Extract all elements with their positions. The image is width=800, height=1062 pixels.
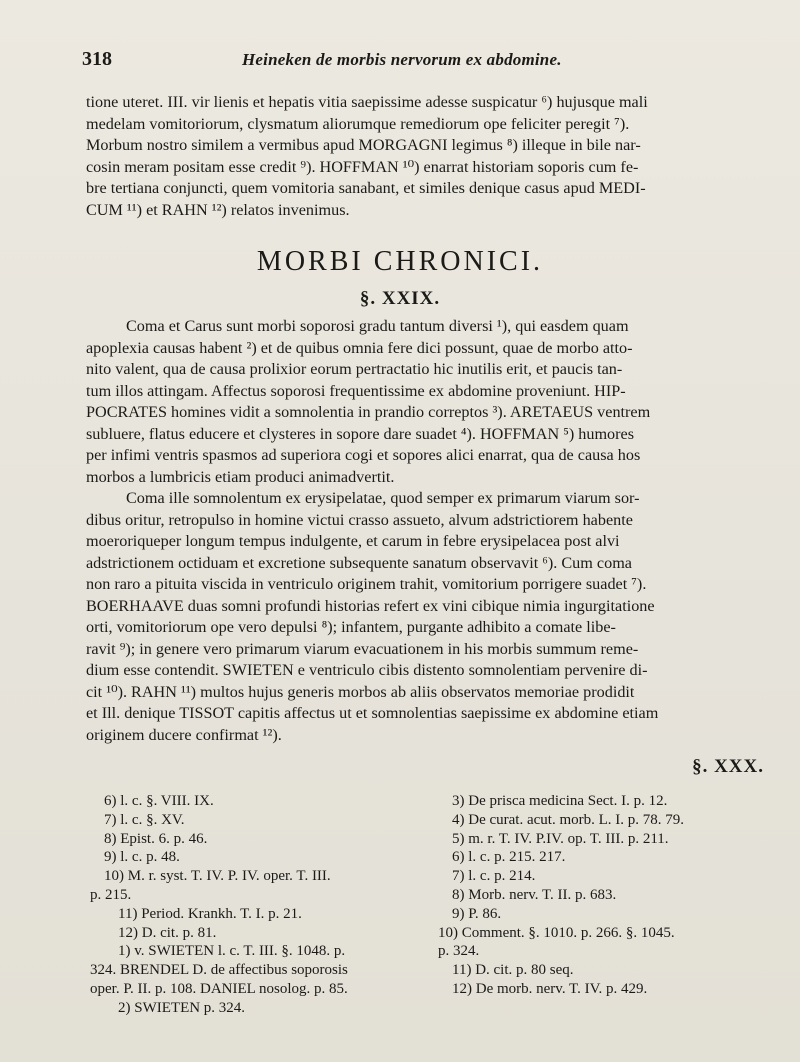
text-line: POCRATES homines vidit a somnolentia in prandio correptos ³). ARETAEUS ventrem <box>86 403 651 421</box>
section-number-30: §. XXX. <box>692 756 764 777</box>
footnote: 10) M. r. syst. T. IV. P. IV. oper. T. III. <box>104 868 331 885</box>
footnote: 11) D. cit. p. 80 seq. <box>452 962 574 979</box>
text-line: apoplexia causas habent ²) et de quibus omnia fere dici possunt, quae de morbo atto- <box>86 338 633 357</box>
footnote: 11) Period. Krankh. T. I. p. 21. <box>118 905 302 922</box>
footnotes-right <box>438 792 768 999</box>
footnote: 9) l. c. p. 48. <box>104 849 180 866</box>
paragraph-2 <box>86 488 754 746</box>
footnote-continuation: 324. BRENDEL D. de affectibus soporosis <box>90 962 348 979</box>
text-line: Coma ille somnolentum ex erysipelatae, quod semper ex primarum viarum sor- <box>126 489 640 507</box>
text-line: moeroriqueper longum tempus indulgente, et carum in febre erysipelacea post alvi <box>86 532 620 550</box>
text-line: bre tertiana conjuncti, quem vomitoria sanabant, et similes denique casus apud MEDI- <box>86 179 646 197</box>
text-line: BOERHAAVE duas somni profundi historias refert ex vini cibique nimia ingurgitatione <box>86 596 655 615</box>
footnote: 3) De prisca medicina Sect. I. p. 12. <box>452 793 668 809</box>
text-line: et Ill. denique TISSOT capitis affectus ut et somnolentias saepissime ex abdomine etiam <box>86 704 659 722</box>
text-line: tione uteret. III. vir lienis et hepatis vitia saepissime adesse suspicatur ⁶) hujusque mali <box>86 93 648 111</box>
chapter-heading: MORBI CHRONICI. <box>256 246 544 277</box>
text-line: ravit ⁹); in genere vero primarum viarum evacuationem in his morbis summum reme- <box>86 639 639 658</box>
footnote: 10) Comment. §. 1010. p. 266. §. 1045. <box>438 924 675 941</box>
page-header <box>82 48 770 78</box>
footnote: 12) De morb. nerv. T. IV. p. 429. <box>452 980 648 997</box>
text-line: orti, vomitoriorum ope vero depulsi ⁸); infantem, purgante adhibito a comate libe- <box>86 618 616 636</box>
footnote: 7) l. c. §. XV. <box>104 811 185 828</box>
footnote-continuation: p. 215. <box>90 886 132 903</box>
footnote: 4) De curat. acut. morb. L. I. p. 78. 79. <box>452 811 685 828</box>
text-line: cit ¹⁰). RAHN ¹¹) multos hujus generis morbos ab aliis observatos memoriae prodidit <box>86 682 635 701</box>
text-line: morbos a lumbricis etiam produci animadvertit. <box>86 467 395 486</box>
footnote-continuation: oper. P. II. p. 108. DANIEL nosolog. p. 85. <box>90 980 348 997</box>
section-number-29: §. XXIX. <box>359 288 441 309</box>
text-line: dium esse contendit. SWIETEN e ventriculo cibis distento somnolentiam pervenire di- <box>86 661 648 679</box>
footnote: 8) Epist. 6. p. 46. <box>104 830 208 847</box>
footnote: 5) m. r. T. IV. P.IV. op. T. III. p. 211. <box>452 830 669 847</box>
intro-paragraph <box>86 92 754 221</box>
text-line: originem ducere confirmat ¹²). <box>86 725 282 744</box>
footnote: 7) l. c. p. 214. <box>452 868 536 885</box>
page-number: 318 <box>82 48 112 70</box>
text-line: CUM ¹¹) et RAHN ¹²) relatos invenimus. <box>86 200 350 219</box>
footnote: 2) SWIETEN p. 324. <box>118 999 246 1016</box>
paragraph-1 <box>86 316 754 488</box>
text-line: adstrictionem octiduam et excretione subsequente sanatum observavit ⁶). Cum coma <box>86 553 632 572</box>
text-line: Morbum nostro similem a vermibus apud MORGAGNI legimus ⁸) illeque in bile nar- <box>86 136 641 154</box>
text-line: dibus oritur, retropulso in homine victui crasso assueto, alvum adstrictiorem habente <box>86 510 633 529</box>
footnotes-left <box>90 792 424 1018</box>
text-line: subluere, flatus educere et clysteres in sopore dare suadet ⁴). HOFFMAN ⁵) humores <box>86 424 635 443</box>
footnote: 6) l. c. p. 215. 217. <box>452 849 566 866</box>
footnote: 12) D. cit. p. 81. <box>118 924 217 941</box>
text-line: nito valent, qua de causa prolixior eorum pertractatio hic inutilis erit, et paucis tan- <box>86 360 623 378</box>
footnote: 9) P. 86. <box>452 905 502 922</box>
text-line: tum illos attingam. Affectus soporosi frequentissime ex abdomine proveniunt. HIP- <box>86 381 626 400</box>
text-line: Coma et Carus sunt morbi soporosi gradu tantum diversi ¹), qui easdem quam <box>126 317 629 335</box>
running-title: Heineken de morbis nervorum ex abdomine. <box>242 50 562 69</box>
footnote: 1) v. SWIETEN l. c. T. III. §. 1048. p. <box>118 943 346 960</box>
text-line: non raro a pituita viscida in ventriculo originem trahit, vomitorium porrigere suadet ⁷). <box>86 575 647 593</box>
text-line: medelam vomitoriorum, clysmatum aliorumque remediorum ope feliciter peregit ⁷). <box>86 114 630 133</box>
text-line: cosin meram positam esse credit ⁹). HOFFMAN ¹⁰) enarrat historiam soporis cum fe- <box>86 157 639 176</box>
text-line: per infimi ventris spasmos ad superiora cogi et sopores alici enarrat, qua de causa hos <box>86 446 641 464</box>
footnote: 6) l. c. §. VIII. IX. <box>104 793 214 809</box>
footnote-continuation: p. 324. <box>438 943 480 960</box>
footnote: 8) Morb. nerv. T. II. p. 683. <box>452 886 617 903</box>
